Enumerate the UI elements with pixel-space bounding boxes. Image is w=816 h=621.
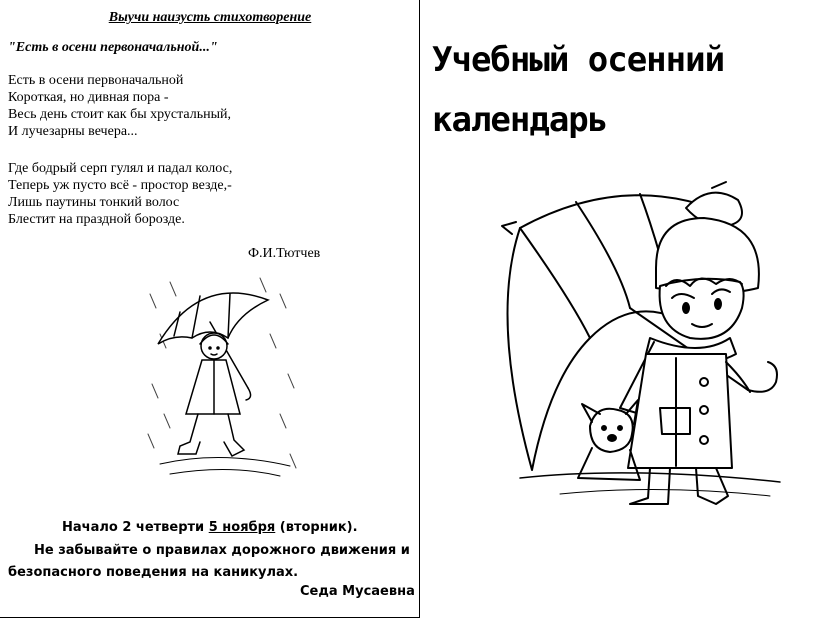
poem-author: Ф.И.Тютчев	[248, 246, 321, 261]
poem-line: Короткая, но дивная пора -	[8, 90, 169, 105]
poem-stanza-1	[8, 72, 231, 140]
poem-line: Весь день стоит как бы хрустальный,	[8, 107, 232, 122]
footer-line-2: Не забывайте о правилах дорожного движения и	[34, 543, 410, 558]
quarter-start-text: Начало 2 четверти	[62, 520, 209, 535]
poem-line: Лишь паутины тонкий волос	[8, 195, 180, 210]
footer-line-1	[62, 520, 358, 535]
quarter-start-weekday: (вторник).	[275, 520, 358, 535]
poem-stanza-2	[8, 160, 232, 228]
child-with-umbrella-and-puppy-icon	[480, 178, 810, 510]
main-title-line-1: Учебный осенний	[432, 40, 725, 80]
quarter-start-date: 5 ноября	[208, 520, 276, 535]
child-with-umbrella-in-rain-icon	[140, 274, 302, 500]
poem-line: Есть в осени первоначальной	[8, 73, 184, 88]
footer-line-3: безопасного поведения на каникулах.	[8, 565, 299, 580]
poem-line: Где бодрый серп гулял и падал колос,	[8, 161, 233, 176]
poem-heading: Выучи наизусть стихотворение	[108, 10, 312, 25]
poem-line: Блестит на праздной борозде.	[8, 212, 185, 227]
footer-signature: Седа Мусаевна	[300, 584, 415, 599]
poem-line: И лучезарны вечера...	[8, 124, 138, 139]
poem-line: Теперь уж пусто всё - простор везде,-	[8, 178, 232, 193]
main-title-line-2: календарь	[432, 100, 608, 140]
poem-title: "Есть в осени первоначальной..."	[8, 40, 218, 55]
